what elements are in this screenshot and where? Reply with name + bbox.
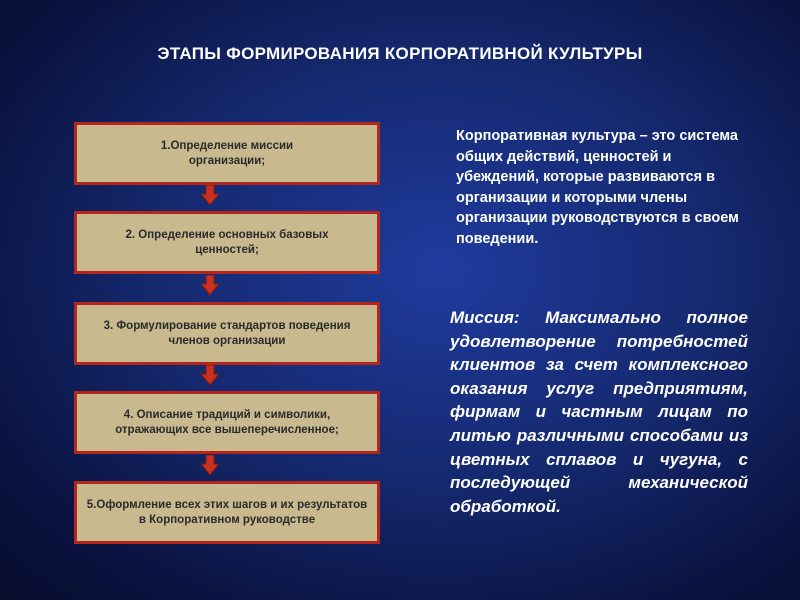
step-box-1 <box>74 122 380 185</box>
corporate-culture-definition: Корпоративная культура – это система общих действий, ценностей и убеждений, которые развиваются в организации и которыми члены организации руководствуются в своем поведении. <box>456 128 739 247</box>
mission-statement: Миссия: Максимально полное удовлетворение потребностей клиентов за счет комплексного оказания услуг предприятиям, фирмам и частным лицам по литью различными способами из цветных сплавов и чугуна, с последующей механической обработкой. <box>450 308 748 516</box>
step-label-1: 1.Определение миссии организации; <box>160 139 294 167</box>
step-label-3: 3. Формулирование стандартов поведения членов организации <box>103 319 351 347</box>
step-label-5: 5.Оформление всех этих шагов и их результатов в Корпоративном руководстве <box>86 498 368 526</box>
down-arrow-icon <box>200 365 220 385</box>
step-box-5 <box>74 481 380 544</box>
step-box-2 <box>74 211 380 274</box>
down-arrow-icon <box>200 275 220 295</box>
step-label-2: 2. Определение основных базовых ценностей; <box>125 228 329 256</box>
step-box-3 <box>74 302 380 365</box>
step-box-4 <box>74 391 380 454</box>
slide-title: ЭТАПЫ ФОРМИРОВАНИЯ КОРПОРАТИВНОЙ КУЛЬТУРЫ <box>157 44 643 63</box>
step-label-4: 4. Описание традиций и символики, отражающих все вышеперечисленное; <box>115 408 339 436</box>
down-arrow-icon <box>200 455 220 475</box>
down-arrow-icon <box>200 185 220 205</box>
